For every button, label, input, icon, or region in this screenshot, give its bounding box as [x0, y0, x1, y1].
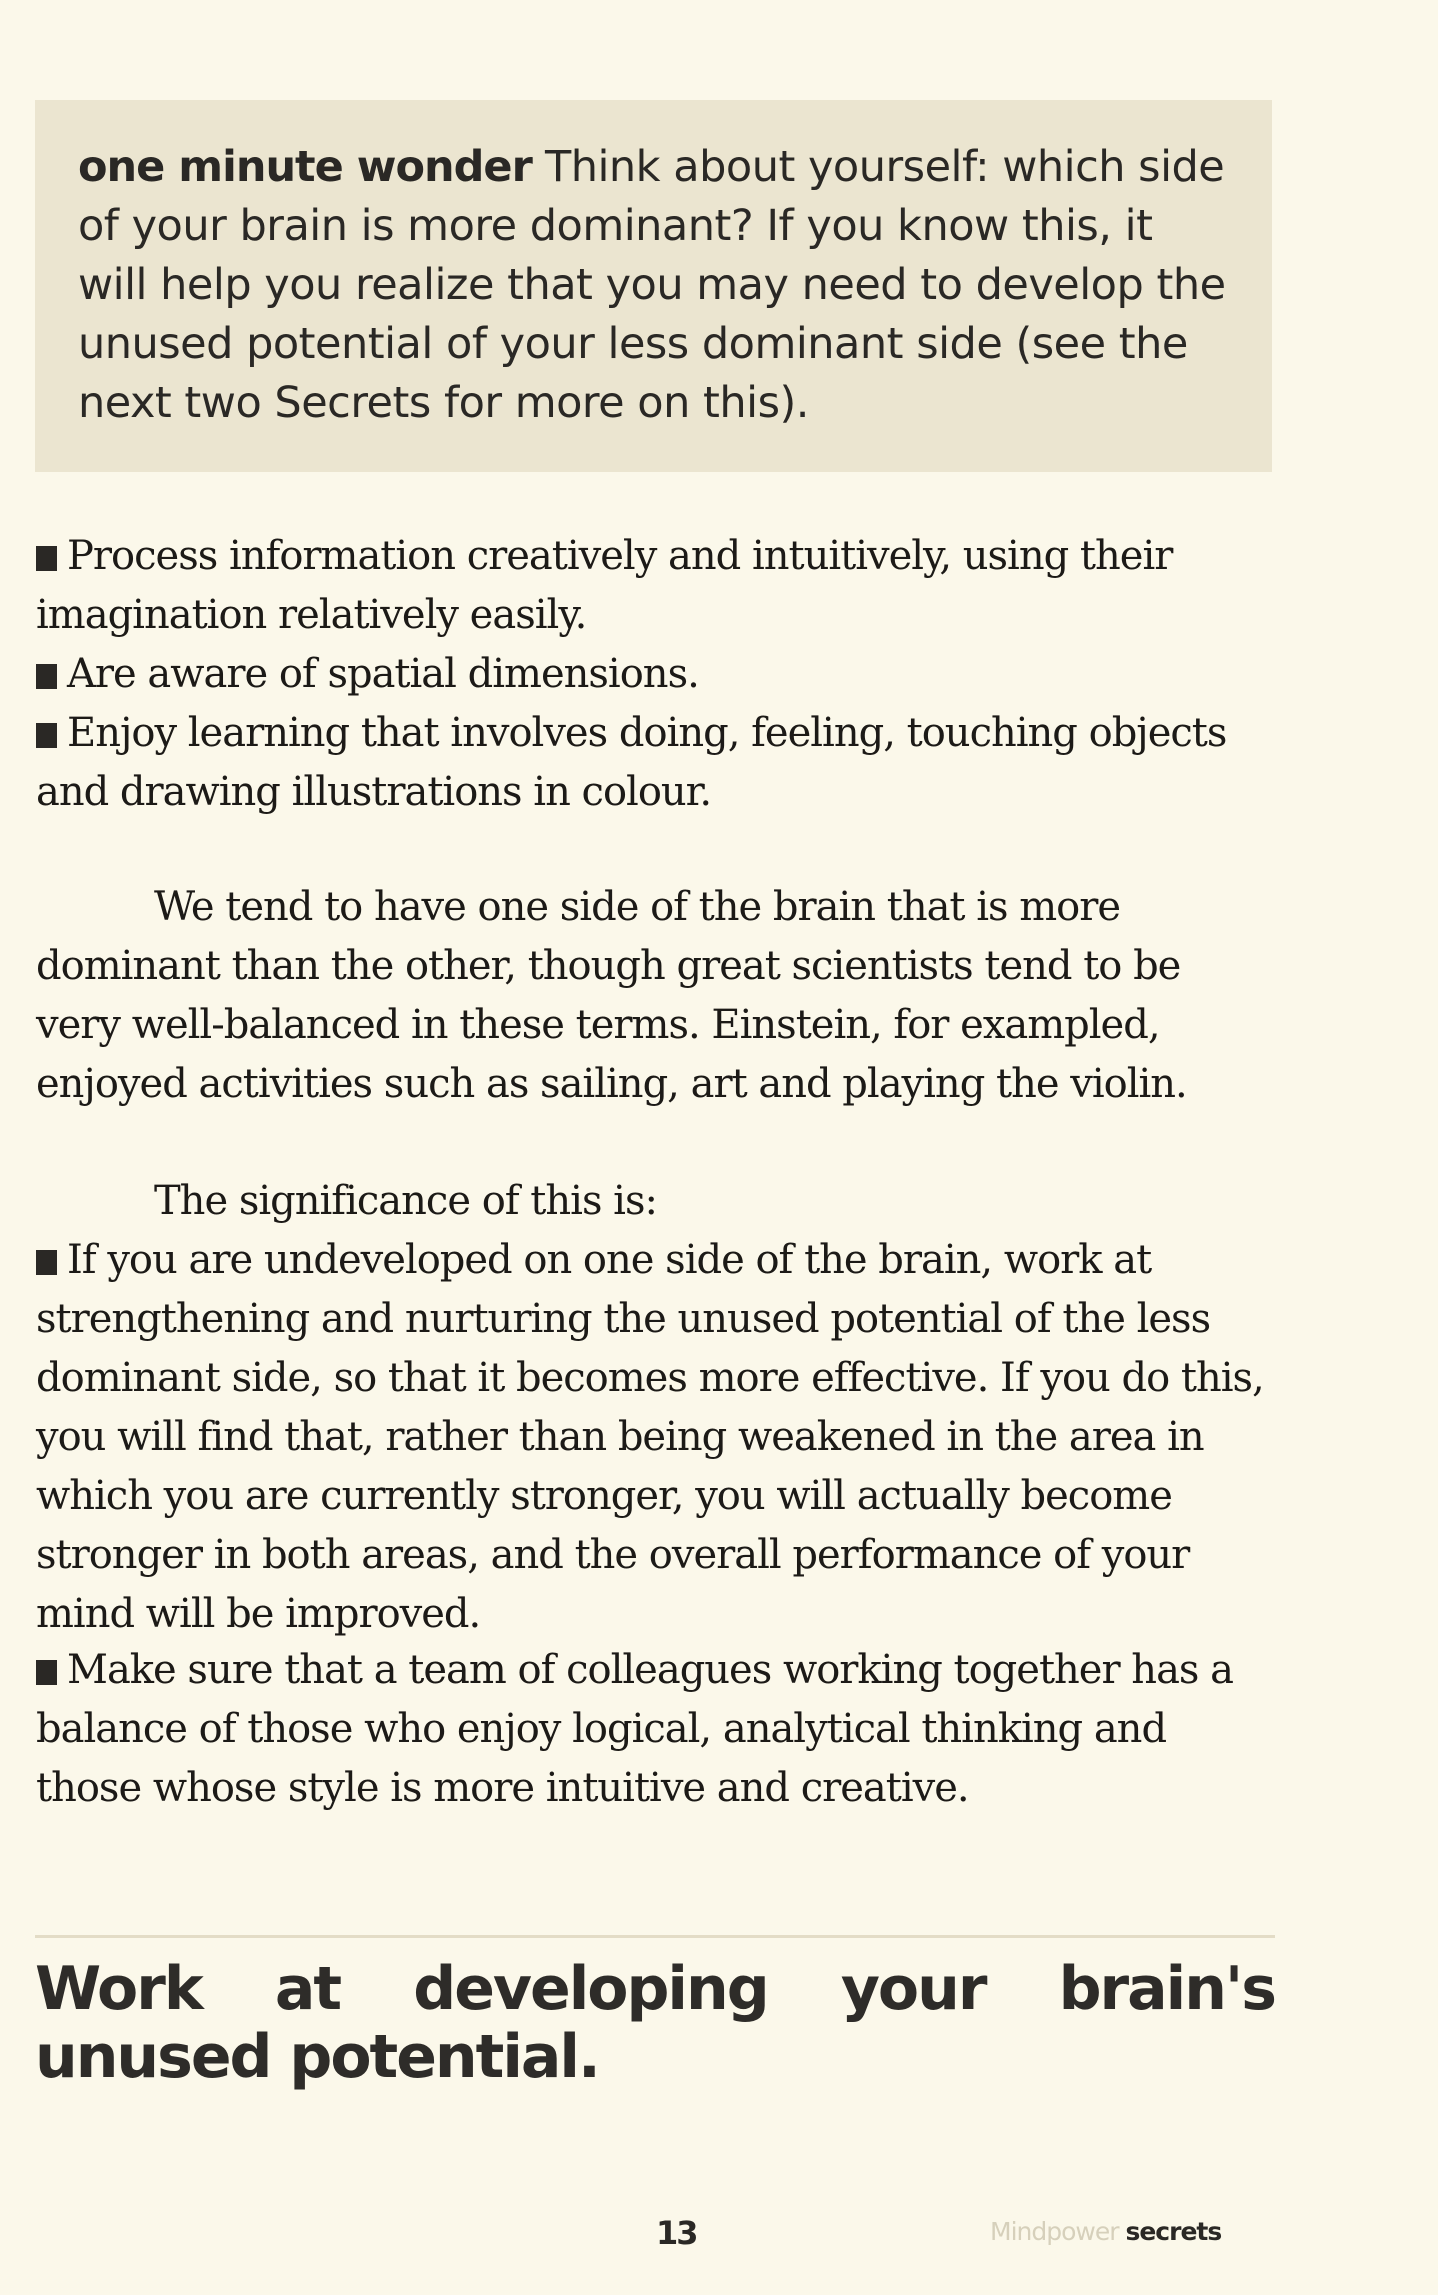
- list-item: Are aware of spatial dimensions.: [36, 645, 1272, 704]
- square-bullet-icon: [36, 723, 57, 748]
- square-bullet-icon: [36, 664, 57, 689]
- secret-headline: Work at developing your brain's unused potential.: [35, 1954, 1275, 2092]
- page-number: 13: [656, 2214, 697, 2252]
- list-item: Enjoy learning that involves doing, feeling, touching objects and drawing illustrations in colour.: [36, 710, 1227, 815]
- paragraph-dominance: We tend to have one side of the brain that is more dominant than the other, though great scientists tend to be very well-balanced in these terms. Einstein, for exampled, enjoyed activities such as sailing, art and playing the violin.: [36, 884, 1187, 1107]
- one-minute-wonder-box: [35, 100, 1272, 472]
- significance-intro: The significance of this is:: [154, 1178, 657, 1224]
- significance-item-1: If you are undeveloped on one side of the brain, work at strengthening and nurturing the unused potential of the less dominant side, so that it becomes more effective. If you do this, you will find that, rather than being weakened in the area in which you are currently stronger, you will actually become stronger in both areas, and the overall performance of your mind will be improved.: [36, 1237, 1264, 1637]
- book-brand: [990, 2217, 1221, 2246]
- brand-light: Mindpower: [990, 2217, 1119, 2246]
- list-item: Process information creatively and intuitively, using their imagination relatively easily.: [36, 533, 1173, 638]
- divider: [35, 1935, 1275, 1938]
- square-bullet-icon: [36, 1660, 57, 1685]
- square-bullet-icon: [36, 546, 57, 571]
- brand-bold: secrets: [1125, 2217, 1222, 2246]
- wonder-label: one minute wonder: [78, 142, 532, 192]
- square-bullet-icon: [36, 1250, 57, 1275]
- wonder-text: Think about yourself: which side of your brain is more dominant? If you know this, it will help you realize that you may need to develop the unused potential of your less dominant side (see the next two Secrets for more on this).: [78, 142, 1226, 428]
- significance-item-2: Make sure that a team of colleagues working together has a balance of those who enjoy logical, analytical thinking and those whose style is more intuitive and creative.: [36, 1647, 1234, 1811]
- wonder-paragraph: [78, 138, 1232, 433]
- bullet-list-top: [36, 527, 1272, 822]
